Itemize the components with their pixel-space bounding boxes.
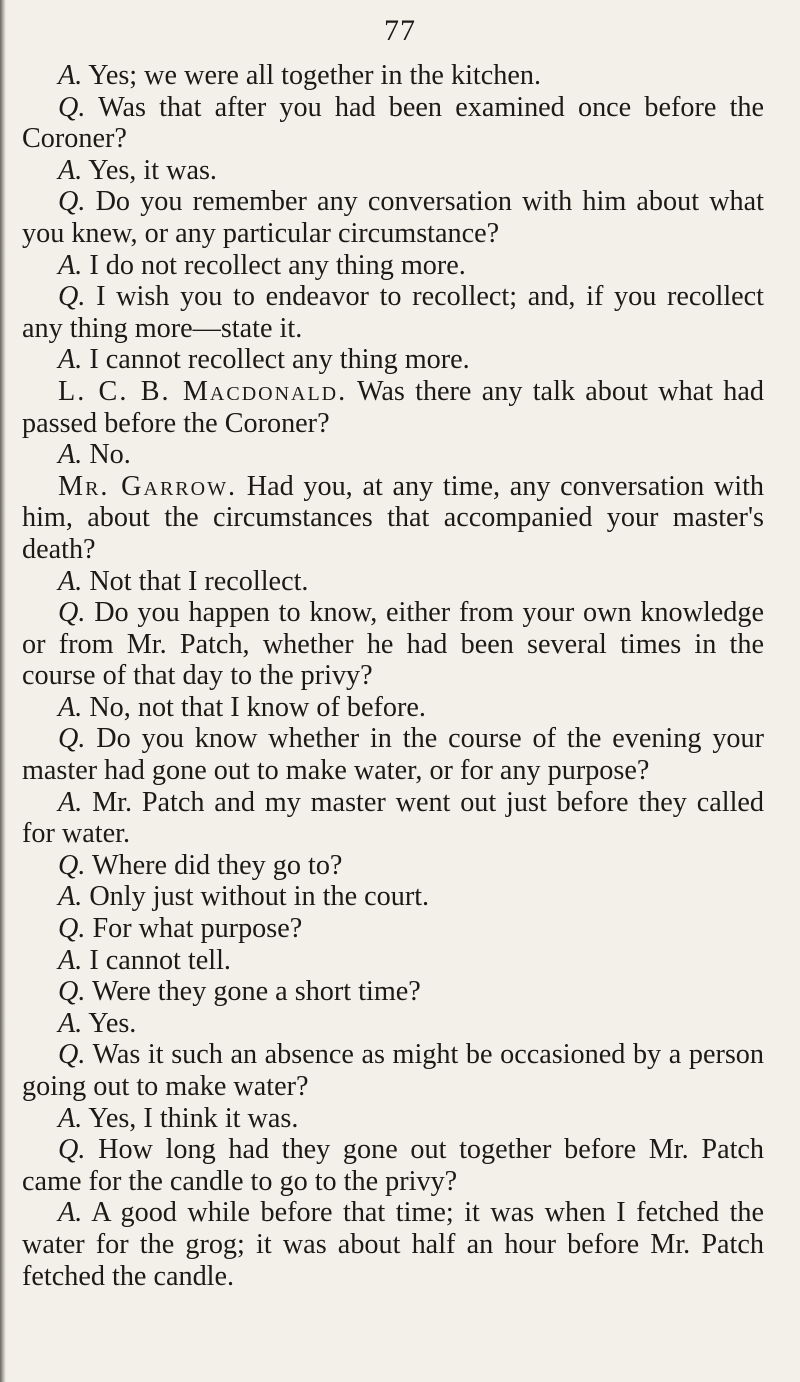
paragraph-text: Only just without in the court. xyxy=(89,881,430,913)
transcript-paragraph xyxy=(22,597,764,692)
speaker-label: Q. xyxy=(58,913,86,945)
speaker-label: A. xyxy=(58,60,83,91)
speaker-label: Q. xyxy=(58,723,86,755)
paragraph-text: I wish you to endeavor to recollect; and, if you recollect any thing more—state it. xyxy=(22,281,765,344)
paragraph-text: No. xyxy=(89,439,131,471)
paragraph-text: I do not recollect any thing more. xyxy=(89,249,466,281)
transcript-paragraph xyxy=(22,913,764,945)
transcript-paragraph xyxy=(22,92,764,155)
speaker-label: Q. xyxy=(58,849,86,881)
page-number: 77 xyxy=(384,14,416,47)
paragraph-text: Was that after you had been examined once before the Coroner? xyxy=(22,91,765,155)
paragraph-text: Yes. xyxy=(88,1007,137,1039)
speaker-label: Q. xyxy=(58,186,86,218)
paragraph-text: Do you know whether in the course of the evening your master had gone out to make water, or for any purpose? xyxy=(22,723,764,787)
paragraph-text: I cannot tell. xyxy=(89,944,231,976)
speaker-label: A. xyxy=(58,944,83,976)
paragraph-text: Had you, at any time, any conversation with him, about the circumstances that accompanied your master's death? xyxy=(22,470,765,565)
transcript-paragraph xyxy=(22,850,764,882)
transcript-paragraph xyxy=(22,376,764,439)
paragraph-text: Do you remember any conversation with him about what you knew, or any particular circumstance? xyxy=(22,186,764,249)
transcript-paragraph xyxy=(22,692,764,724)
transcript-paragraph xyxy=(22,1103,764,1135)
transcript-paragraph xyxy=(22,281,764,344)
paragraph-text: A good while before that time; it was when I fetched the water for the grog; it was about half an hour before Mr. Patch fetched the candle. xyxy=(22,1197,764,1292)
speaker-label: A. xyxy=(58,565,83,597)
speaker-label: Q. xyxy=(58,91,86,123)
speaker-label: Q. xyxy=(58,976,86,1008)
paragraph-text: Yes; we were all together in the kitchen. xyxy=(88,60,541,91)
paragraph-text: Yes, I think it was. xyxy=(88,1102,299,1134)
transcript-paragraph xyxy=(22,186,764,249)
paragraph-text: How long had they gone out together before Mr. Patch came for the candle to go to the privy? xyxy=(22,1134,765,1197)
paragraph-text: For what purpose? xyxy=(92,913,303,945)
page-edge-shadow xyxy=(0,0,6,1382)
speaker-label: A. xyxy=(58,439,83,471)
transcript-paragraph xyxy=(22,250,764,282)
paragraph-text: Was it such an absence as might be occasioned by a person going out to make water? xyxy=(22,1039,764,1102)
transcript-paragraph xyxy=(22,1008,764,1040)
speaker-label: Q. xyxy=(58,597,86,629)
speaker-label: A. xyxy=(58,1007,83,1039)
speaker-label: A. xyxy=(58,249,83,281)
speaker-label: Q. xyxy=(58,281,86,313)
paragraph-text: I cannot recollect any thing more. xyxy=(89,344,470,376)
speaker-label: A. xyxy=(58,691,83,723)
speaker-label: L. C. B. Macdonald. xyxy=(58,375,348,407)
speaker-label: A. xyxy=(58,344,83,376)
speaker-label: A. xyxy=(58,786,83,818)
paragraph-text: Not that I recollect. xyxy=(89,565,309,597)
transcript-paragraph xyxy=(22,155,764,187)
transcript-paragraph xyxy=(22,60,764,92)
transcript-paragraph xyxy=(22,344,764,376)
transcript-paragraph xyxy=(22,881,764,913)
paragraph-text: No, not that I know of before. xyxy=(89,691,426,723)
speaker-label: Mr. Garrow. xyxy=(58,470,238,502)
speaker-label: Q. xyxy=(58,1039,86,1071)
transcript-body xyxy=(22,60,764,1292)
speaker-label: A. xyxy=(58,881,83,913)
speaker-label: A. xyxy=(58,154,83,186)
transcript-paragraph xyxy=(22,439,764,471)
paragraph-text: Do you happen to know, either from your own knowledge or from Mr. Patch, whether he had been several times in the course of that day to the privy? xyxy=(22,597,765,692)
paragraph-text: Mr. Patch and my master went out just before they called for water. xyxy=(22,786,765,850)
transcript-paragraph xyxy=(22,723,764,786)
paragraph-text: Yes, it was. xyxy=(88,154,217,186)
transcript-paragraph xyxy=(22,945,764,977)
speaker-label: A. xyxy=(58,1102,83,1134)
transcript-paragraph xyxy=(22,787,764,850)
paragraph-text: Were they gone a short time? xyxy=(91,976,421,1008)
transcript-paragraph xyxy=(22,1134,764,1197)
speaker-label: Q. xyxy=(58,1134,86,1166)
transcript-paragraph xyxy=(22,976,764,1008)
transcript-paragraph xyxy=(22,566,764,598)
transcript-paragraph xyxy=(22,1039,764,1102)
paragraph-text: Was there any talk about what had passed before the Coroner? xyxy=(22,375,764,439)
paragraph-text: Where did they go to? xyxy=(91,849,343,881)
speaker-label: A. xyxy=(58,1197,83,1229)
transcript-paragraph xyxy=(22,1197,764,1292)
transcript-paragraph xyxy=(22,471,764,566)
